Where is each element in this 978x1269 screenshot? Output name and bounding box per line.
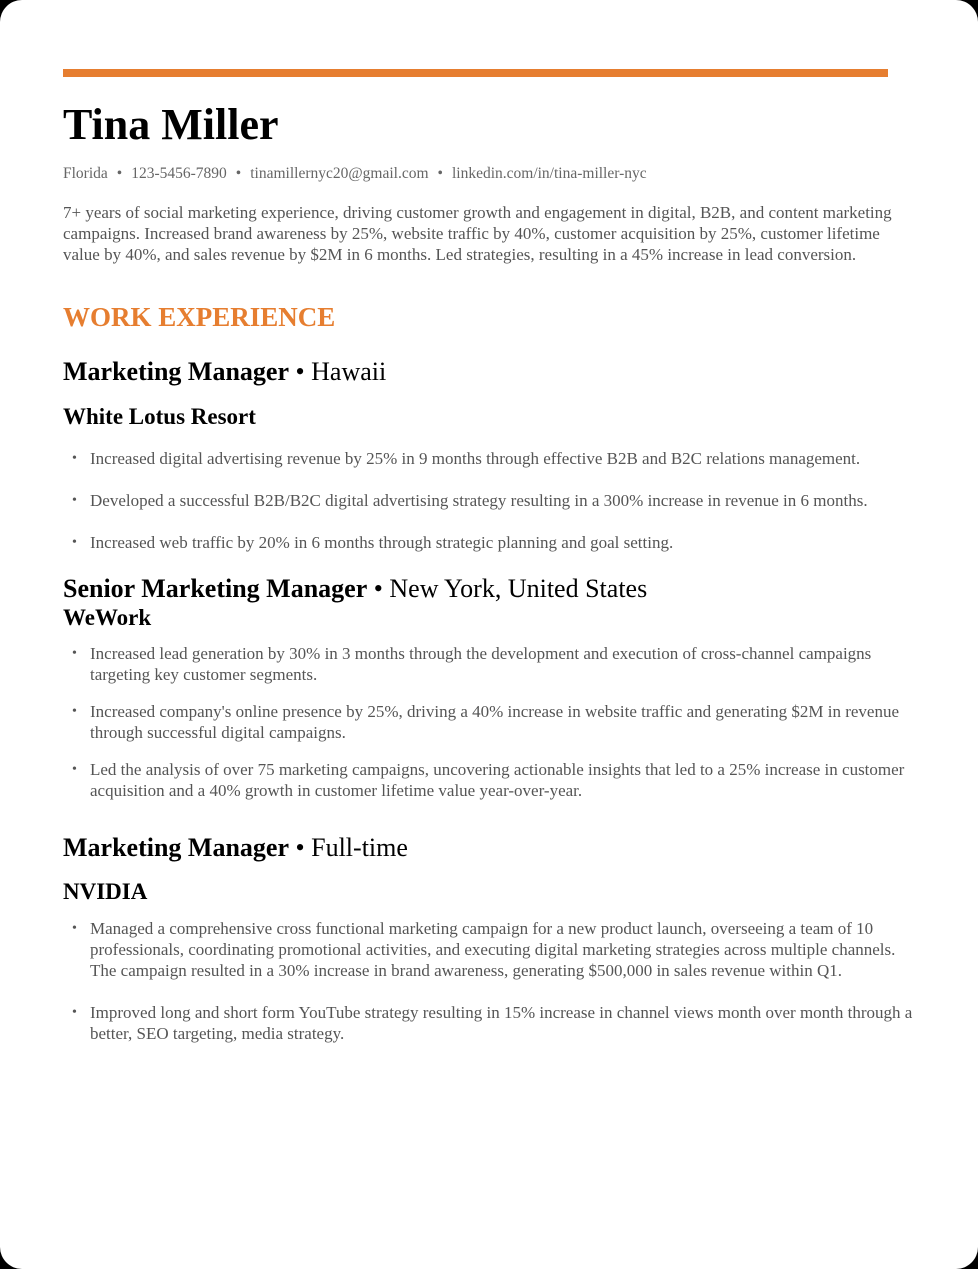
job-title [63,357,888,387]
job-detail: New York, United States [389,574,648,603]
contact-phone[interactable]: 123-5456-7890 [131,165,227,182]
achievement-item: • Improved long and short form YouTube strategy resulting in 15% increase in channel views month over month through a better, SEO targeting, media strategy. [63,1002,913,1044]
job-entry [63,833,913,1044]
contact-location: Florida [63,165,108,182]
job-title [63,574,888,604]
contact-email[interactable]: tinamillernyc20@gmail.com [250,165,429,182]
company-name: NVIDIA [63,879,148,904]
job-role: Senior Marketing Manager [63,574,368,603]
job-title [63,833,888,863]
section-title-work-experience: WORK EXPERIENCE [63,302,336,332]
job-entry [63,357,888,553]
achievement-list [63,643,908,801]
achievement-item: • Increased company's online presence by 25%, driving a 40% increase in website traffic and generating $2M in revenue through successful digital campaigns. [63,701,908,743]
achievement-item: • Developed a successful B2B/B2C digital advertising strategy resulting in a 300% increase in revenue in 6 months. [63,490,913,511]
bullet-separator: • [116,165,123,182]
job-detail: Full-time [311,833,408,862]
achievement-item: • Led the analysis of over 75 marketing campaigns, uncovering actionable insights that led to a 25% increase in customer acquisition and a 40% growth in customer lifetime value year-over-year. [63,759,908,801]
achievement-list [63,918,913,1044]
contact-info [63,164,888,184]
job-role: Marketing Manager [63,833,290,862]
achievement-list [63,448,913,553]
job-detail: Hawaii [311,357,387,386]
contact-linkedin[interactable]: linkedin.com/in/tina-miller-nyc [451,165,647,182]
candidate-name: Tina Miller [63,100,279,149]
accent-bar [63,69,888,77]
bullet-separator: • [235,165,242,182]
achievement-item: • Increased web traffic by 20% in 6 months through strategic planning and goal setting. [63,532,913,553]
achievement-item: • Increased digital advertising revenue by 25% in 9 months through effective B2B and B2C relations management. [63,448,913,469]
job-separator: • [367,574,390,603]
bullet-separator: • [437,165,443,182]
job-separator: • [289,357,312,386]
job-entry [63,574,905,801]
company-name: White Lotus Resort [63,404,256,429]
achievement-item: • Increased lead generation by 30% in 3 months through the development and execution of cross-channel campaigns targeting key customer segments. [63,643,908,685]
job-role: Marketing Manager [63,357,290,386]
professional-summary: 7+ years of social marketing experience, driving customer growth and engagement in digital, B2B, and content marketing campaigns. Increased brand awareness by 25%, website traffic by 40%, customer acquisition by 25%, customer lifetime value by 40%, and sales revenue by $2M in 6 months. Led strategies, resulting in a 45% increase in lead conversion. [63,203,892,264]
achievement-item: • Managed a comprehensive cross functional marketing campaign for a new product launch, overseeing a team of 10 professionals, coordinating promotional activities, and executing digital marketing strategies across multiple channels. The campaign resulted in a 30% increase in brand awareness, generating $500,000 in sales revenue within Q1. [63,918,913,981]
company-name: WeWork [63,605,152,630]
job-separator: • [289,833,312,862]
resume-content [63,69,913,1065]
